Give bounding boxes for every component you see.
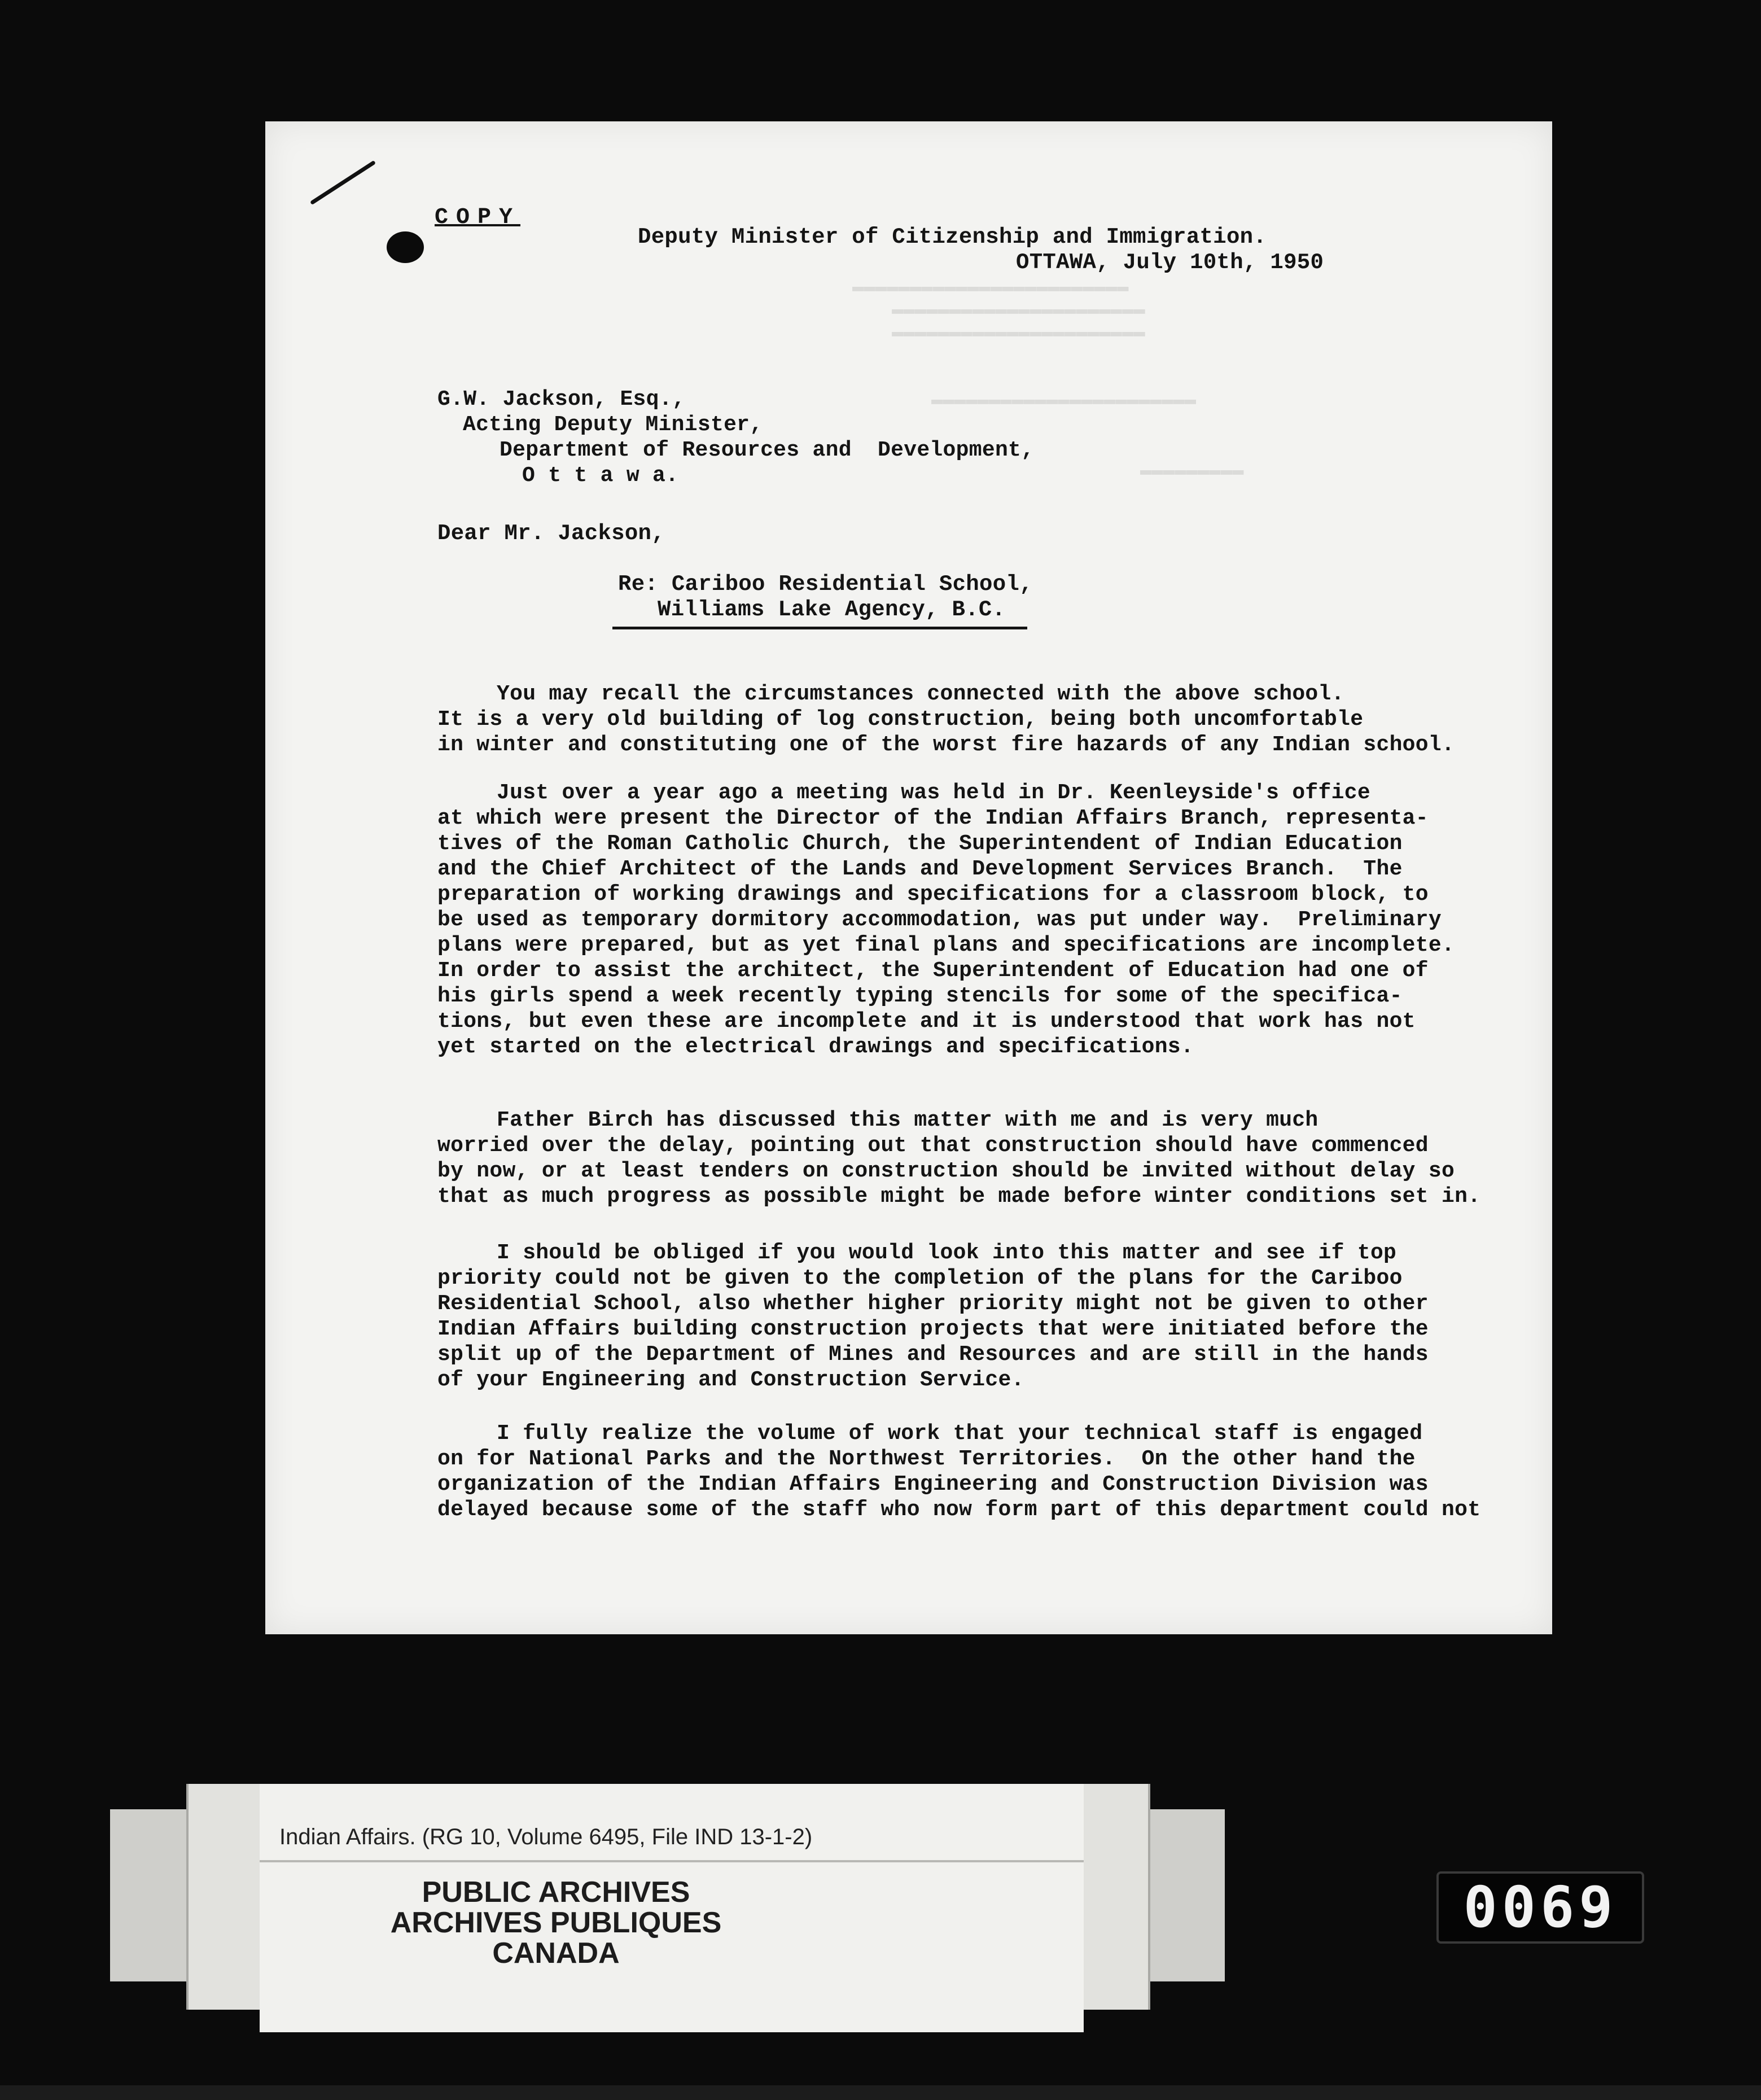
address-line: Acting Deputy Minister, <box>463 413 763 437</box>
paragraph-line: Indian Affairs building construction projects that were initiated before the <box>437 1317 1429 1341</box>
bleed-through: ▬▬▬▬▬▬▬▬▬▬▬▬▬▬▬▬▬▬▬▬▬▬▬ <box>931 390 1197 411</box>
archives-stamp <box>302 1877 810 1968</box>
paragraph-line: preparation of working drawings and specifications for a classroom block, to <box>437 882 1429 907</box>
paragraph-line: organization of the Indian Affairs Engineering and Construction Division was <box>437 1472 1429 1497</box>
bleed-through: ▬▬▬▬▬▬▬▬▬▬▬▬▬▬▬▬▬▬▬▬▬▬ <box>892 322 1145 343</box>
archives-name-fr: ARCHIVES PUBLIQUES <box>390 1906 722 1939</box>
paragraph-line: I fully realize the volume of work that your technical staff is engaged <box>497 1421 1423 1446</box>
film-edge <box>0 2085 1761 2100</box>
label-divider <box>260 1860 1084 1862</box>
pen-mark <box>310 160 376 205</box>
subject-line: Williams Lake Agency, B.C. <box>658 597 1006 622</box>
bleed-through: ▬▬▬▬▬▬▬▬▬ <box>1140 460 1244 482</box>
letter-page <box>265 121 1552 1634</box>
place-date: OTTAWA, July 10th, 1950 <box>1016 250 1324 275</box>
paragraph-line: worried over the delay, pointing out that construction should have commenced <box>437 1134 1429 1158</box>
paragraph-line: In order to assist the architect, the Superintendent of Education had one of <box>437 959 1429 983</box>
paragraph-line: tions, but even these are incomplete and it is understood that work has not <box>437 1009 1416 1034</box>
paragraph-line: delayed because some of the staff who now form part of this department could not <box>437 1498 1481 1522</box>
paragraph-line: and the Chief Architect of the Lands and Development Services Branch. The <box>437 857 1403 881</box>
bleed-through: ▬▬▬▬▬▬▬▬▬▬▬▬▬▬▬▬▬▬▬▬▬▬ <box>892 299 1145 321</box>
paragraph-line: tives of the Roman Catholic Church, the Superintendent of Indian Education <box>437 832 1403 856</box>
paragraph-line: You may recall the circumstances connected with the above school. <box>497 682 1344 706</box>
paragraph-line: at which were present the Director of the Indian Affairs Branch, representa- <box>437 806 1429 830</box>
paragraph-line: on for National Parks and the Northwest Territories. On the other hand the <box>437 1447 1416 1471</box>
punch-hole <box>387 231 424 263</box>
paragraph-line: split up of the Department of Mines and Resources and are still in the hands <box>437 1342 1429 1367</box>
archives-name-en: PUBLIC ARCHIVES <box>422 1876 690 1909</box>
frame-counter: 0069 <box>1436 1871 1644 1944</box>
paragraph-line: of your Engineering and Construction Service. <box>437 1368 1024 1392</box>
subject-line: Re: Cariboo Residential School, <box>618 572 1033 597</box>
address-line: Department of Resources and Development, <box>500 438 1035 462</box>
paragraph-line: yet started on the electrical drawings and specifications. <box>437 1035 1194 1059</box>
archives-label <box>110 1784 1225 2032</box>
paragraph-line: in winter and constituting one of the worst fire hazards of any Indian school. <box>437 733 1455 757</box>
paragraph-line: his girls spend a week recently typing stencils for some of the specifica- <box>437 984 1403 1008</box>
address-line: O t t a w a. <box>522 463 679 488</box>
paragraph-line: Residential School, also whether higher priority might not be given to other <box>437 1292 1429 1316</box>
sender-title: Deputy Minister of Citizenship and Immigration. <box>638 225 1267 250</box>
archives-country: CANADA <box>492 1937 620 1970</box>
copy-mark: COPY <box>435 205 521 230</box>
paragraph-line: be used as temporary dormitory accommodation, was put under way. Preliminary <box>437 908 1442 932</box>
paragraph-line: I should be obliged if you would look into this matter and see if top <box>497 1241 1397 1265</box>
paragraph-line: that as much progress as possible might be made before winter conditions set in. <box>437 1184 1481 1209</box>
paragraph-line: plans were prepared, but as yet final plans and specifications are incomplete. <box>437 933 1455 957</box>
paragraph-line: It is a very old building of log construction, being both uncomfortable <box>437 707 1364 732</box>
subject-underline <box>612 627 1027 629</box>
paragraph-line: Just over a year ago a meeting was held in Dr. Keenleyside's office <box>497 781 1370 805</box>
paragraph-line: Father Birch has discussed this matter with me and is very much <box>497 1108 1318 1132</box>
address-line: G.W. Jackson, Esq., <box>437 387 685 412</box>
paragraph-line: priority could not be given to the completion of the plans for the Cariboo <box>437 1266 1403 1290</box>
bleed-through: ▬▬▬▬▬▬▬▬▬▬▬▬▬▬▬▬▬▬▬▬▬▬▬▬ <box>852 277 1129 298</box>
paragraph-line: by now, or at least tenders on construction should be invited without delay so <box>437 1159 1455 1183</box>
archive-reference: Indian Affairs. (RG 10, Volume 6495, File IND 13-1-2) <box>279 1825 813 1849</box>
salutation: Dear Mr. Jackson, <box>437 521 665 546</box>
